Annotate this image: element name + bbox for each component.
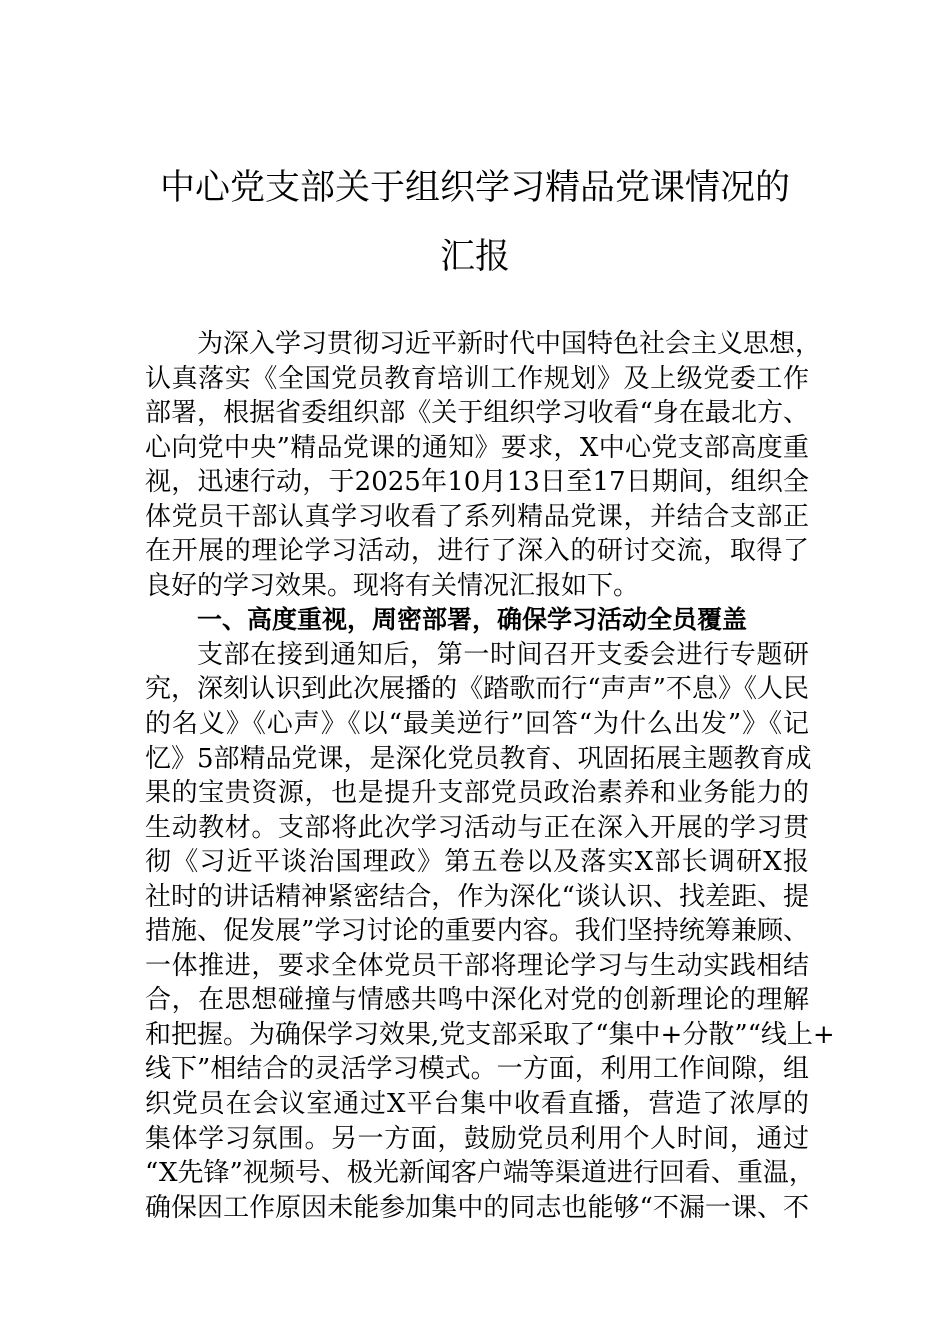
text-line: 在开展的理论学习活动，进行了深入的研讨交流，取得了 (145, 536, 809, 567)
section-heading: 一、高度重视，周密部署，确保学习活动全员覆盖 (197, 605, 748, 635)
paragraph-section-1 (145, 638, 835, 1225)
text-line: 认真落实《全国党员教育培训工作规划》及上级党委工作 (145, 363, 809, 394)
text-line: 合，在思想碰撞与情感共鸣中深化对党的创新理论的理解 (145, 985, 809, 1016)
paragraph-intro (145, 327, 822, 603)
text-line: 织党员在会议室通过X平台集中收看直播，营造了浓厚的 (145, 1089, 809, 1120)
text-line: 果的宝贵资源，也是提升支部党员政治素养和业务能力的 (145, 778, 809, 809)
text-line: 究，深刻认识到此次展播的《踏歌而行“声声”不息》《人民 (145, 674, 809, 705)
document-body (145, 327, 835, 1225)
text-line: 支部在接到通知后，第一时间召开支委会进行专题研 (197, 639, 809, 670)
text-line: 线下”相结合的灵活学习模式。一方面，利用工作间隙，组 (145, 1054, 809, 1085)
text-line: 措施、促发展”学习讨论的重要内容。我们坚持统筹兼顾、 (145, 916, 809, 947)
text-line: “X先锋”视频号、极光新闻客户端等渠道进行回看、重温， (145, 1158, 815, 1189)
text-line: 彻《习近平谈治国理政》第五卷以及落实X部长调研X报 (145, 847, 809, 878)
text-line: 心向党中央”精品党课的通知》要求，X中心党支部高度重 (145, 432, 809, 463)
text-line: 确保因工作原因未能参加集中的同志也能够“不漏一课、不 (145, 1192, 809, 1223)
title-line-1: 中心党支部关于组织学习精品党课情况的 (159, 168, 790, 208)
text-line: 一体推进，要求全体党员干部将理论学习与生动实践相结 (145, 950, 809, 981)
text-line: 和把握。为确保学习效果,党支部采取了“集中+分散”“线上+ (145, 1019, 835, 1050)
text-line: 部署，根据省委组织部《关于组织学习收看“身在最北方、 (145, 398, 809, 429)
text-line: 集体学习氛围。另一方面，鼓励党员利用个人时间，通过 (145, 1123, 809, 1154)
text-line: 视，迅速行动，于2025年10月13日至17日期间，组织全 (145, 467, 809, 498)
text-line: 良好的学习效果。现将有关情况汇报如下。 (145, 570, 640, 601)
text-line: 体党员干部认真学习收看了系列精品党课，并结合支部正 (145, 501, 809, 532)
text-line: 为深入学习贯彻习近平新时代中国特色社会主义思想， (197, 329, 822, 359)
text-line: 社时的讲话精神紧密结合，作为深化“谈认识、找差距、提 (145, 881, 809, 912)
title-line-2: 汇报 (439, 237, 510, 277)
text-line: 的名义》《心声》《以“最美逆行”回答“为什么出发”》《记 (145, 709, 809, 740)
text-line: 忆》5部精品党课，是深化党员教育、巩固拓展主题教育成 (145, 743, 812, 774)
text-line: 生动教材。支部将此次学习活动与正在深入开展的学习贯 (145, 812, 809, 843)
document-title (0, 154, 950, 292)
